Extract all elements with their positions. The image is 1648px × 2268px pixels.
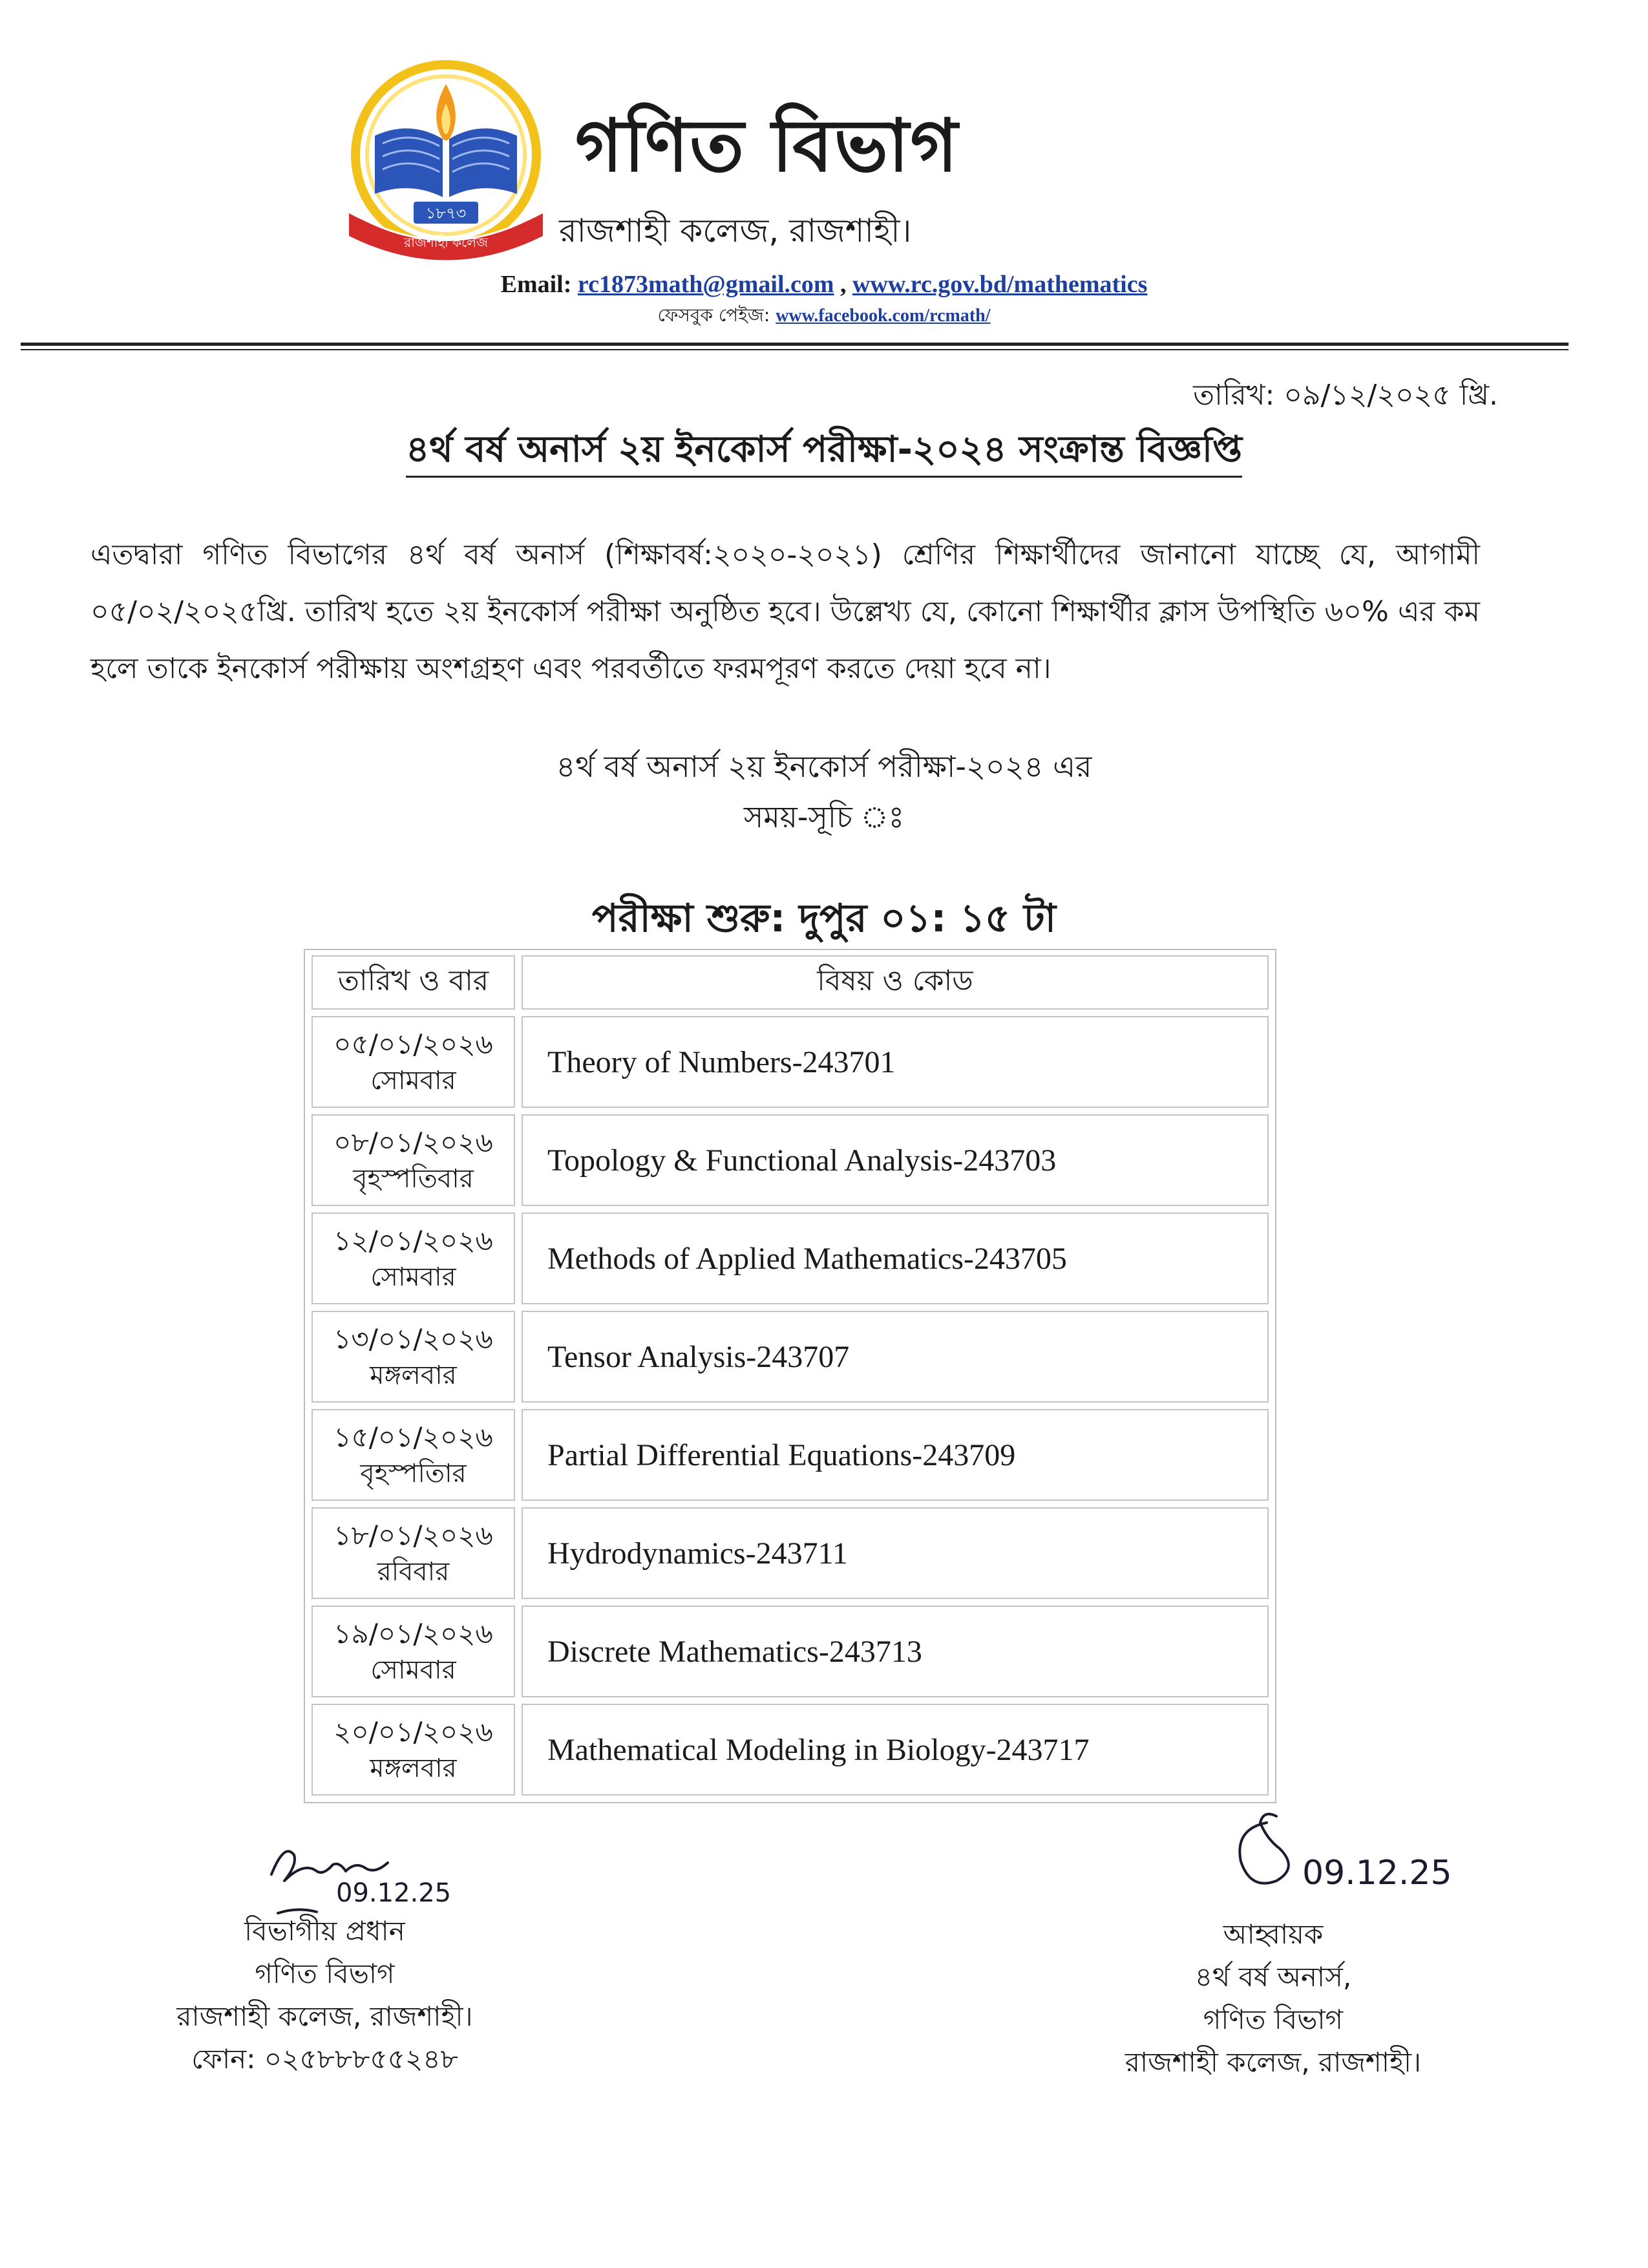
contact-separator: , <box>840 271 847 298</box>
exam-day: সোমবার <box>370 1262 456 1292</box>
exam-day: রবিবার <box>377 1557 450 1587</box>
sig-right-college: রাজশাহী কলেজ, রাজশাহী। <box>1125 2046 1422 2078</box>
exam-date: ১৮/০১/২০২৬ <box>333 1520 493 1551</box>
notice-paragraph: এতদ্বারা গণিত বিভাগের ৪র্থ বর্ষ অনার্স (শিক্ষাবর্ষ:২০২০-২০২১) শ্রেণির শিক্ষার্থীদের জানানো যাচ্ছে যে, আগামী ০৫/০২/২০২৫খ্রি. তারিখ হতে ২য় ইনকোর্স পরীক্ষা অনুষ্ঠিত হবে। উল্লেখ্য যে, কোনো শিক্ষার্থীর ক্লাস উপস্থিতি ৬০% এর কম হলে তাকে ইনকোর্স পরীক্ষায় অংশগ্রহণ এবং পরবর্তীতে ফরমপূরণ করতে দেয়া হবে না। <box>90 538 1480 685</box>
date-cell <box>312 1311 515 1403</box>
exam-day: মঙ্গলবার <box>370 1754 457 1783</box>
table-header-row <box>312 955 1269 1010</box>
header-rule-thick <box>21 343 1569 346</box>
facebook-label: ফেসবুক পেইজ: <box>657 304 770 326</box>
logo-year: ১৮৭৩ <box>425 204 467 222</box>
subject-cell: Methods of Applied Mathematics-243705 <box>522 1213 1269 1304</box>
logo-caption: রাজশাহী কলেজ <box>404 235 488 250</box>
sig-left-title: বিভাগীয় প্রধান <box>244 1915 405 1947</box>
date-cell <box>312 1507 515 1599</box>
table-row <box>312 1114 1269 1206</box>
subject-cell: Discrete Mathematics-243713 <box>522 1606 1269 1697</box>
table-row <box>312 1704 1269 1796</box>
sig-left-phone: ফোন: ০২৫৮৮৮৫৫২৪৮ <box>191 2043 458 2075</box>
subject-cell: Topology & Functional Analysis-243703 <box>522 1114 1269 1206</box>
facebook-link[interactable]: www.facebook.com/rcmath/ <box>776 306 991 326</box>
signature-block-right <box>1079 1913 1467 2084</box>
table-row <box>312 1507 1269 1599</box>
schedule-heading-1: ৪র্থ বর্ষ অনার্স ২য় ইনকোর্স পরীক্ষা-২০২৪ এর <box>556 749 1092 784</box>
email-label: Email: <box>500 271 572 298</box>
date-cell <box>312 1409 515 1501</box>
schedule-table <box>304 949 1276 1803</box>
table-row <box>312 1606 1269 1697</box>
sig-left-dept: গণিত বিভাগ <box>255 1958 395 1989</box>
exam-date: ০৮/০১/২০২৬ <box>333 1127 493 1158</box>
exam-start-time: পরীক্ষা শুরু: দুপুর ০১: ১৫ টা <box>591 896 1057 941</box>
exam-date: ১৫/০১/২০২৬ <box>333 1421 493 1453</box>
sig-left-college: রাজশাহী কলেজ, রাজশাহী। <box>176 2000 473 2032</box>
notice-date: তারিখ: ০৯/১২/২০২৫ খ্রি. <box>1193 379 1498 412</box>
facebook-line <box>0 301 1648 332</box>
exam-date: ১২/০১/২০২৬ <box>333 1225 493 1256</box>
signature-right-date: 09.12.25 <box>1302 1854 1452 1892</box>
table-row <box>312 1213 1269 1304</box>
exam-day: বৃহস্পতিবার <box>353 1164 474 1194</box>
notice-title <box>0 421 1648 482</box>
exam-day: মঙ্গলবার <box>370 1361 457 1390</box>
signature-left-date: 09.12.25 <box>336 1878 452 1908</box>
header-date-day: তারিখ ও বার <box>312 955 515 1010</box>
date-cell <box>312 1016 515 1108</box>
exam-day: সোমবার <box>370 1066 456 1096</box>
date-cell <box>312 1704 515 1796</box>
subject-cell: Partial Differential Equations-243709 <box>522 1409 1269 1501</box>
sig-right-dept: গণিত বিভাগ <box>1203 2004 1344 2035</box>
subject-cell: Mathematical Modeling in Biology-243717 <box>522 1704 1269 1796</box>
sig-right-year: ৪র্থ বর্ষ অনার্স, <box>1194 1961 1352 1993</box>
subject-cell: Tensor Analysis-243707 <box>522 1311 1269 1403</box>
email-link[interactable]: rc1873math@gmail.com <box>577 271 834 298</box>
table-row <box>312 1016 1269 1108</box>
header-rule-thin <box>21 349 1569 350</box>
schedule-heading-2: সময়-সূচি ঃ <box>743 800 905 834</box>
signature-right-icon <box>1215 1803 1461 1926</box>
website-link[interactable]: www.rc.gov.bd/mathematics <box>852 271 1148 298</box>
exam-date: ০৫/০১/২০২৬ <box>333 1028 493 1060</box>
table-row <box>312 1311 1269 1403</box>
date-cell <box>312 1606 515 1697</box>
header-subject-code: বিষয় ও কোড <box>522 955 1269 1010</box>
table-row <box>312 1409 1269 1501</box>
date-cell <box>312 1114 515 1206</box>
date-cell <box>312 1213 515 1304</box>
college-logo <box>336 58 556 265</box>
subject-cell: Theory of Numbers-243701 <box>522 1016 1269 1108</box>
signature-block-left <box>145 1910 504 2081</box>
exam-date: ২০/০১/২০২৬ <box>333 1716 493 1748</box>
notice-title-text: ৪র্থ বর্ষ অনার্স ২য় ইনকোর্স পরীক্ষা-২০২৪ সংক্রান্ত বিজ্ঞপ্তি <box>406 429 1242 478</box>
contact-line <box>0 270 1648 299</box>
exam-date: ১৩/০১/২০২৬ <box>333 1323 493 1355</box>
exam-day: সোমবার <box>370 1655 456 1685</box>
exam-date: ১৯/০১/২০২৬ <box>333 1618 493 1649</box>
sig-right-title: আহ্বায়ক <box>1223 1918 1324 1950</box>
college-seal-icon <box>336 58 556 265</box>
subject-cell: Hydrodynamics-243711 <box>522 1507 1269 1599</box>
exam-day: বৃহস্পতিার <box>360 1459 467 1489</box>
college-name: রাজশাহী কলেজ, রাজশাহী। <box>559 212 912 249</box>
department-name: গণিত বিভাগ <box>575 104 959 188</box>
